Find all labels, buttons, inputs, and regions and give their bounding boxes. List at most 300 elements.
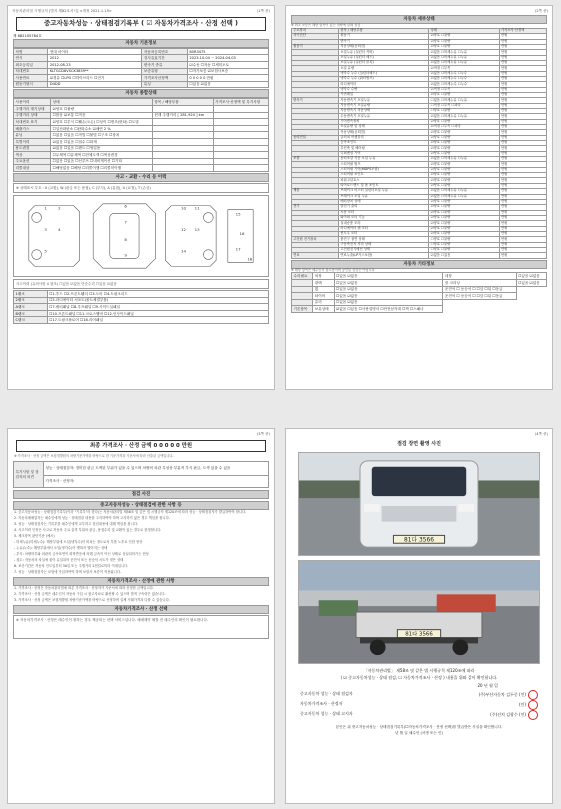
cert-line-1: 「자동차관리법」 제58조 및 같은 법 시행규칙 제120조에 따라	[363, 667, 475, 673]
page-number: (3쪽 중)	[256, 432, 270, 436]
item-label: 특별이력	[14, 138, 51, 145]
part-label: 클러치 어셈블리	[339, 135, 429, 140]
detail-note: ※ 최초 보증은 해당 항목이 있는 차량에 한해 점검	[291, 23, 361, 28]
part-label: 충전구 절연 상태	[339, 237, 429, 242]
part-label: 냉각수 누수 (실린더헤드)	[339, 71, 429, 76]
table-row	[14, 317, 269, 324]
part-label: 배력장치 상태	[339, 199, 429, 204]
table-row	[14, 145, 269, 152]
field-label: 검사유효기간	[142, 55, 188, 62]
part-state: ☑없음 ☐미세누수 ☐누수	[429, 71, 499, 76]
etc-value: 외장	[313, 273, 334, 280]
item-state: ☑없음 ☐있음 ☐침수 ☐화재	[51, 138, 153, 145]
table-row	[292, 286, 547, 293]
price-unit: 만원	[499, 215, 546, 220]
table-row	[14, 132, 269, 139]
page-header	[286, 6, 552, 15]
item-state: ☐해당없음 ☐해당 ☐리콜이행 ☐리콜미이행	[51, 165, 153, 172]
opinion-text: 성능 · 상태점검자: 경미한 판금 도색된 부위가 있을 수 있으며 차량의 외관 특성상 부분적 부식 판금, 도색 있을 수 있음	[44, 462, 269, 476]
table-row	[292, 253, 547, 258]
diagram-part-number: 14	[181, 248, 186, 254]
part-label: 자동변속기 오일누유	[339, 98, 429, 103]
item-label: 리콜대상	[14, 165, 51, 172]
page-4	[285, 428, 553, 804]
part-state: ☑양호 ☐불량	[429, 231, 499, 236]
etc-value: 운전석 ☐ 동승석 ☐ ☐앞 ☐뒤 ☐응급	[443, 286, 516, 293]
part-state: ☑양호 ☐불량	[429, 151, 499, 156]
item-detail: 현재 주행거리 [ 281,924 ] km	[152, 112, 213, 119]
item-label: 주행거리 상태	[14, 112, 51, 119]
part-label: 디퍼렌셜 기어	[339, 151, 429, 156]
seal-stamp-icon	[528, 690, 538, 700]
price-unit: 만원	[499, 178, 546, 183]
diagram-part-number: 16	[239, 231, 245, 237]
document-title: 중고자동차성능 · 상태점검기록부 ( ☑ 자동차가격조사 · 산정 선택 )	[16, 17, 266, 30]
table-row	[292, 293, 547, 300]
price-unit: 만원	[499, 92, 546, 97]
part-state: ☑양호 ☐불량	[429, 199, 499, 204]
signature-row	[300, 700, 538, 710]
category-label	[292, 279, 313, 286]
diagram-part-number: 6	[124, 203, 127, 209]
opinion-label: 특기사항 및 점검자의 의견	[14, 462, 44, 488]
rank-label: 2랭크	[14, 297, 48, 304]
field-label: 최초등록일	[14, 61, 48, 68]
part-label: 냉각수 누수 (워터펌프)	[339, 76, 429, 81]
field-value: 2023.10.04 ~ 2024.04.03	[187, 55, 268, 62]
price-guide-item: 3. 가격조사 · 산정 금액은 보험개발원 차량기준가액을 바탕으로 산정하며 실제 거래가격과 다를 수 있습니다.	[14, 597, 170, 602]
section-accident-history: 사고 · 교환 · 수리 등 이력	[13, 173, 269, 182]
price-unit: 만원	[499, 50, 546, 55]
guide-item: 3. 성능 · 상태점검자는 기록부를 매수인에게 교부하고 점검내용에 대해 책임을 집니다.	[14, 522, 139, 527]
device-label: 자기진단	[292, 34, 339, 39]
part-label: 스티어링 펌프	[339, 162, 429, 167]
part-state: ☑양호 ☐불량	[429, 215, 499, 220]
guide-item: 7. 성능 · 상태점검자는 보험에 가입하여야 하며 보험사 보증이 적용됩니다.	[14, 569, 122, 574]
table-row	[292, 299, 547, 306]
buyer-sign-line: 년 월 일 매수인 (서명 또는 인)	[395, 731, 443, 736]
column-header: 가격조사·산정액	[499, 28, 546, 33]
part-label: 자동변속기 작동상태	[339, 109, 429, 114]
category-label	[292, 286, 313, 293]
etc-value: 룸 크리닝	[443, 279, 516, 286]
part-state: ☑양호 ☐불량	[429, 34, 499, 39]
part-state: ☑양호 ☐불량	[429, 221, 499, 226]
certification-block	[300, 667, 538, 737]
price-unit: 만원	[499, 130, 546, 135]
price-unit: 만원	[499, 60, 546, 65]
part-label: 라디에이터 팬 모터	[339, 226, 429, 231]
etc-value: ☑없음 ☐있음 ☐사용설명서 ☐안전삼각대 ☐잭 ☐스패너	[334, 306, 443, 313]
item-label: 용도변경	[14, 145, 51, 152]
part-state: ☑없음 ☐미세누유 ☐누유	[429, 60, 499, 65]
buyer-confirm: 본인은 위 중고자동차성능 · 상태점검기록부(☐자동차가격조사 · 산정 선택)를 발급받은 사실을 확인합니다.	[335, 724, 503, 729]
price-guide-item: 1. 가격조사 · 산정은 자동차관리법에 따른 가격조사 · 산정자가 기준서에 따라 산정한 금액입니다.	[14, 585, 154, 590]
price-unit: 만원	[499, 39, 546, 44]
field-label: 변속기 종류	[142, 61, 188, 68]
page-header	[8, 429, 274, 438]
part-label: 타이로드엔드 및 볼 조인트	[339, 183, 429, 188]
column-header: 항목 / 해당부품	[339, 28, 429, 33]
rank-label: 1랭크	[14, 291, 48, 298]
field-value: ☑수동 ☐자동 ☐세미오토	[187, 61, 268, 68]
diagram-part-number: 12	[181, 227, 186, 233]
price-unit: 만원	[499, 146, 546, 151]
part-state: ☑양호 ☐불량	[429, 226, 499, 231]
part-state: ☑양호 ☐불량	[429, 141, 499, 146]
table-row	[14, 68, 269, 75]
page-number: (1쪽 중)	[256, 9, 270, 13]
field-value: 80R3475	[187, 48, 268, 55]
item-state: ☑없음 ☐있음 ☐렌트 ☐영업용	[51, 145, 153, 152]
table-row	[14, 158, 269, 165]
table-row	[14, 165, 269, 172]
section-detail-state: 자동차 세부상태	[291, 15, 547, 24]
etc-value: ☐있음 ☑없음	[334, 273, 443, 280]
field-label: 원동기형식	[14, 81, 48, 88]
page-2	[285, 5, 553, 390]
outer-panel-table	[13, 290, 269, 324]
part-label: 윈도우 모터	[339, 231, 429, 236]
diagram-part-number: 3	[44, 227, 47, 233]
item-state: ☐일산화탄소 ☐탄화수소 ☑매연 2 %	[51, 125, 153, 132]
overall-state-table	[13, 98, 269, 172]
signer-name: (주)부산자동차 김두중 (인)	[479, 690, 538, 700]
field-label: 자동차등록번호	[142, 48, 188, 55]
diagram-part-number: 17	[235, 246, 241, 252]
item-remark	[213, 145, 268, 152]
price-unit: 만원	[499, 98, 546, 103]
price-note: ※ 가격조사 · 산정 금액은 보험개발원의 차량기준가액을 바탕으로 한 기준가격과 기준서에 따라 산출된 금액입니다.	[14, 454, 174, 459]
part-label: 연료누출(LP가스포함)	[339, 253, 429, 258]
item-detail	[152, 125, 213, 132]
rank-label: C랭크	[14, 317, 48, 324]
part-state: ☑없음 ☐미세누수 ☐누수	[429, 82, 499, 87]
form-reference: 자동차관리법 시행규칙 [별지 제82호서식] <개정 2021.1.19>	[12, 9, 112, 13]
plate-text-2: 81다 3566	[405, 631, 433, 638]
field-value: 0 0 0 0 0 만원	[187, 75, 268, 82]
guide-item: 6. 보증기간은 자동차 인도일부터 30일 또는 주행거리 2천킬로미터 이내입니다.	[14, 563, 129, 568]
field-label: 연식	[14, 55, 48, 62]
part-label: 등속조인트	[339, 141, 429, 146]
price-unit: 만원	[499, 173, 546, 178]
part-state: ☑없음 ☐있음	[429, 253, 499, 258]
price-unit: 만원	[499, 183, 546, 188]
photo-title: 점검 장면 촬영 사진	[397, 441, 441, 448]
field-label: 가격조사산정액	[142, 75, 188, 82]
price-unit: 만원	[499, 226, 546, 231]
table-row	[14, 152, 269, 159]
section-photo: 점검 사진	[13, 490, 269, 499]
item-state: ☐무채색 ☐유채색 ☐전체도색 ☐색상변경	[51, 152, 153, 159]
item-label: 배출가스	[14, 125, 51, 132]
page-header	[286, 429, 552, 438]
etc-value: 운전석 ☐ 동승석 ☐ ☐앞 ☐뒤 ☐응급	[443, 293, 516, 300]
item-detail	[152, 106, 213, 113]
part-label: 수동변속기 오일누유	[339, 114, 429, 119]
column-header: 가격조사·산정액 및 특기사항	[213, 99, 268, 106]
diagram-part-number: 9	[124, 252, 127, 258]
field-value: ☐자가보증 ☑보험사보증	[187, 68, 268, 75]
etc-value: 타이어	[313, 293, 334, 300]
cert-date: 20 년 월 일	[477, 683, 498, 689]
price-unit: 만원	[499, 82, 546, 87]
diagram-part-number: 11	[194, 205, 200, 211]
field-label: 차대번호	[14, 68, 48, 75]
device-label: 동력전달	[292, 135, 339, 140]
part-state: ☑없음 ☐미세누수 ☐누수	[429, 76, 499, 81]
part-label: 원동기	[339, 34, 429, 39]
part-state: ☐양호 ☐불량	[429, 237, 499, 242]
signer-role: 중고자동차 성능 · 상태 고지자	[300, 710, 353, 716]
price-unit: 만원	[499, 103, 546, 108]
basic-info-table	[13, 48, 269, 89]
etc-value: 내장	[443, 273, 516, 280]
seal-stamp-icon	[528, 700, 538, 710]
accident-status: 사고이력 (유의사항 4 참조) ☐있음 ☑없음 단순수리 ☐있음 ☑없음	[13, 279, 269, 289]
etc-value: ☐있음 ☑없음	[334, 299, 443, 306]
part-state: ☐양호 ☐불량	[429, 247, 499, 252]
field-label: 보증유형	[142, 68, 188, 75]
item-detail	[152, 132, 213, 139]
etc-value: 광택	[313, 279, 334, 286]
table-row	[14, 61, 269, 68]
truck-rear-image	[299, 561, 539, 663]
price-unit: 만원	[499, 205, 546, 210]
item-detail	[152, 145, 213, 152]
part-state: ☑양호 ☐불량	[429, 119, 499, 124]
price-unit: 만원	[499, 199, 546, 204]
category-label	[292, 293, 313, 300]
price-unit: 만원	[499, 247, 546, 252]
etc-note: ※ 해당 항목은 매수인의 참고용이며 공인된 점검은 아닙니다	[291, 267, 375, 272]
table-row	[14, 81, 269, 88]
part-label: 변속기	[339, 39, 429, 44]
item-label: 주행거리 계기상태	[14, 106, 51, 113]
item-remark	[213, 106, 268, 113]
price-unit: 만원	[499, 125, 546, 130]
column-header: 사용이력	[14, 99, 51, 106]
part-state: ☑양호 ☐불량	[429, 183, 499, 188]
category-label: 수리필요	[292, 273, 313, 280]
item-remark	[213, 119, 268, 126]
etc-value: ☐있음 ☑없음	[334, 279, 443, 286]
signature-row	[300, 690, 538, 700]
part-state: ☑적정 ☐부족 ☐과다	[429, 125, 499, 130]
field-value: ☐있음 ☑없음	[187, 81, 268, 88]
section-overall-state: 자동차 종합상태	[13, 89, 269, 98]
part-label: 실내송풍 모터	[339, 221, 429, 226]
price-unit: 만원	[499, 135, 546, 140]
device-label: 원동기	[292, 44, 339, 49]
item-detail	[152, 165, 213, 172]
section-price-guide: 자동차가격조사 · 산정에 관한 사항	[13, 577, 269, 586]
opinion-text-2: 가격조사 · 산정자:	[44, 476, 269, 488]
price-unit: 만원	[499, 253, 546, 258]
price-unit: 만원	[499, 151, 546, 156]
price-unit: 만원	[499, 237, 546, 242]
device-label: 전기	[292, 205, 339, 210]
diagram-part-number: 18	[247, 256, 253, 262]
etc-value: ☐있음 ☑없음	[334, 286, 443, 293]
price-unit: 만원	[499, 210, 546, 215]
item-label: 색상	[14, 152, 51, 159]
table-row	[292, 306, 547, 313]
item-remark	[213, 125, 268, 132]
price-unit: 만원	[499, 76, 546, 81]
part-state: ☑양호 ☐불량	[429, 130, 499, 135]
guide-list	[14, 510, 268, 575]
page-1	[7, 5, 275, 390]
field-value: D4DD	[48, 81, 142, 88]
opinion-table	[13, 461, 269, 488]
diagram-part-number: 4	[58, 227, 61, 233]
field-value: 2012	[48, 55, 142, 62]
guide-item: - 누유(누수): 해당부위에서 오일(냉각수)이 맺혀서 떨어지는 상태	[14, 545, 108, 550]
part-state: ☐적정 ☐부족 ☐과다	[429, 103, 499, 108]
table-row	[14, 125, 269, 132]
etc-info-table	[291, 272, 547, 313]
part-state: ☑없음 ☐미세누유 ☐누유	[429, 50, 499, 55]
vehicle-diagram	[13, 195, 269, 277]
price-unit: 만원	[499, 87, 546, 92]
diagram-part-number: 10	[181, 205, 186, 211]
rank-label: B랭크	[14, 310, 48, 317]
page-number: (2쪽 중)	[534, 9, 548, 13]
page-3	[7, 428, 275, 804]
diagram-part-number: 15	[235, 211, 241, 217]
price-unit: 만원	[499, 71, 546, 76]
part-state: ☑양호 ☐불량	[429, 205, 499, 210]
section-price-select: 자동차가격조사 · 산정 선택	[13, 605, 269, 614]
item-detail	[152, 152, 213, 159]
price-unit: 만원	[499, 44, 546, 49]
part-state: ☑양호 ☐불량	[429, 39, 499, 44]
part-label: 스티어링 조인트	[339, 173, 429, 178]
table-row	[14, 48, 269, 55]
field-value: 2012-08-23	[48, 61, 142, 68]
field-value: ☑경유 ☐LPG ☐하이브리드 ☐전기	[48, 75, 142, 82]
part-state: ☑양호 ☐불량	[429, 92, 499, 97]
part-state: ☑양호 ☐불량	[429, 173, 499, 178]
category-label	[292, 299, 313, 306]
signer-role: 중고자동차 성능 · 상태 점검자	[300, 690, 353, 696]
field-value: KLTGCD8VSCK3839**	[48, 68, 142, 75]
table-header-row	[14, 99, 269, 106]
signer-name: (인)	[519, 700, 538, 710]
part-label: 라디에이터	[339, 82, 429, 87]
plate-text: 81다 3566	[403, 537, 435, 544]
table-row	[14, 55, 269, 62]
part-label: 구동축전지 격리 상태	[339, 242, 429, 247]
part-label: 냉각수 수량	[339, 87, 429, 92]
price-guide-item: 2. 가격조사 · 산정 금액은 매수인이 자동차 구입 시 참고자료로 활용할 수 있으며 법적 구속력은 없습니다.	[14, 591, 166, 596]
part-state: ☐양호 ☐불량	[429, 109, 499, 114]
diagram-part-number: 5	[44, 248, 47, 254]
part-label: 스티어링 기어(MDPS포함)	[339, 167, 429, 172]
price-select-note: ※ 자동차가격조사 · 산정은 매수인이 원하는 경우 제공되는 선택 서비스입니다. 매매계약 체결 전 매수인의 확인이 필요합니다.	[13, 615, 269, 639]
item-remark	[213, 138, 268, 145]
item-state: ☐없음 ☐있음 ☐선루프 ☐네비게이션 ☐기타	[51, 158, 153, 165]
part-state: ☑양호 ☐불량	[429, 167, 499, 172]
price-unit: 만원	[499, 114, 546, 119]
device-label: 연료	[292, 253, 339, 258]
item-state: ☐많음 ☑보통 ☐적음	[51, 112, 153, 119]
column-header: 상태	[429, 28, 499, 33]
part-label: 시동 모터	[339, 210, 429, 215]
part-state: ☑양호 ☐불량	[429, 44, 499, 49]
part-state: ☑양호 ☐불량	[429, 210, 499, 215]
part-label: 작동상태(공회전)	[339, 130, 429, 135]
part-label: 자동변속기 오일유량	[339, 103, 429, 108]
item-detail	[152, 158, 213, 165]
etc-value: ☐있음 ☑없음	[516, 273, 546, 280]
diagram-part-number: 7	[124, 219, 127, 225]
item-state: ☐없음 ☐있음 ☐적법 ☐불법 ☐구조 ☐장치	[51, 132, 153, 139]
price-unit: 만원	[499, 157, 546, 162]
price-unit: 만원	[499, 141, 546, 146]
vehicle-diagram-svg	[14, 196, 268, 276]
etc-value: ☐있음 ☑없음	[516, 279, 546, 286]
item-label: 주요옵션	[14, 158, 51, 165]
item-state: ☑양호 ☐불량	[51, 106, 153, 113]
field-label: 튜닝	[142, 81, 188, 88]
rank-parts: ☐17.트렁크플로어 ☐18.리어패널	[47, 317, 268, 324]
diagram-part-number: 2	[58, 205, 61, 211]
page-number: (4쪽 중)	[534, 432, 548, 436]
price-unit: 만원	[499, 221, 546, 226]
table-row	[14, 138, 269, 145]
guide-item: 1. 중고자동차성능 · 상태점검기록부(이하 "기록부"라 한다)는 자동차관리법 제58조 및 같은 법 시행규칙 제120조에 따라 성능 · 상태점검자가 발급하여야 합니다.	[14, 510, 247, 515]
rank-parts: ☐1.후드 ☐2.프론트휀더 ☐3.도어 ☐4.트렁크리드	[47, 291, 268, 298]
etc-value: ☐있음 ☑없음	[334, 293, 443, 300]
table-row	[14, 291, 269, 298]
item-remark	[213, 165, 268, 172]
item-state: ☑양호 ☐부식 ☐훼손(오손) ☐상이 ☐변조(변타) ☐도말	[51, 119, 153, 126]
part-label: 와이퍼 모터 기능	[339, 215, 429, 220]
part-label: 작동상태(공회전)	[339, 44, 429, 49]
table-row	[14, 75, 269, 82]
price-unit: 만원	[499, 242, 546, 247]
part-state: ☑없음 ☐미세누유 ☐누유	[429, 157, 499, 162]
part-state: ☑없음 ☐미세누유 ☐누유	[429, 114, 499, 119]
guide-item: - 침수: 자동차의 차실에 물이 유입되어 운전석 또는 동승석 시트가 젖은 상태	[14, 557, 124, 562]
category-label: 기본품목	[292, 306, 313, 313]
truck-rear-photo	[298, 560, 540, 664]
part-state: ☑양호 ☐불량	[429, 135, 499, 140]
section-etc-info: 자동차 기타정보	[291, 260, 547, 269]
document-number: 제 882105784호	[13, 33, 42, 38]
part-state: ☑양호 ☐불량	[429, 162, 499, 167]
part-label: 오일 유량	[339, 66, 429, 71]
etc-value: 유리	[313, 299, 334, 306]
price-unit: 만원	[499, 66, 546, 71]
rank-parts: ☐5.라디에이터 서포트(볼트체결부품)	[47, 297, 268, 304]
detail-state-table	[291, 28, 547, 259]
rank-parts: ☐7.쿼터패널 ☐8.루프패널 ☐9.사이드실패널	[47, 304, 268, 311]
part-label: 커먼레일	[339, 92, 429, 97]
item-remark	[213, 158, 268, 165]
seal-stamp-icon	[528, 710, 538, 720]
field-value: 현대 마이티	[48, 48, 142, 55]
item-detail	[152, 138, 213, 145]
item-detail	[152, 119, 213, 126]
column-header: 상태	[51, 99, 153, 106]
device-label: 변속기	[292, 98, 339, 103]
device-label: 조향	[292, 157, 339, 162]
part-label: 브레이크 오일 누유	[339, 194, 429, 199]
part-label: 브레이크 마스터 실린더오일 누유	[339, 189, 429, 194]
